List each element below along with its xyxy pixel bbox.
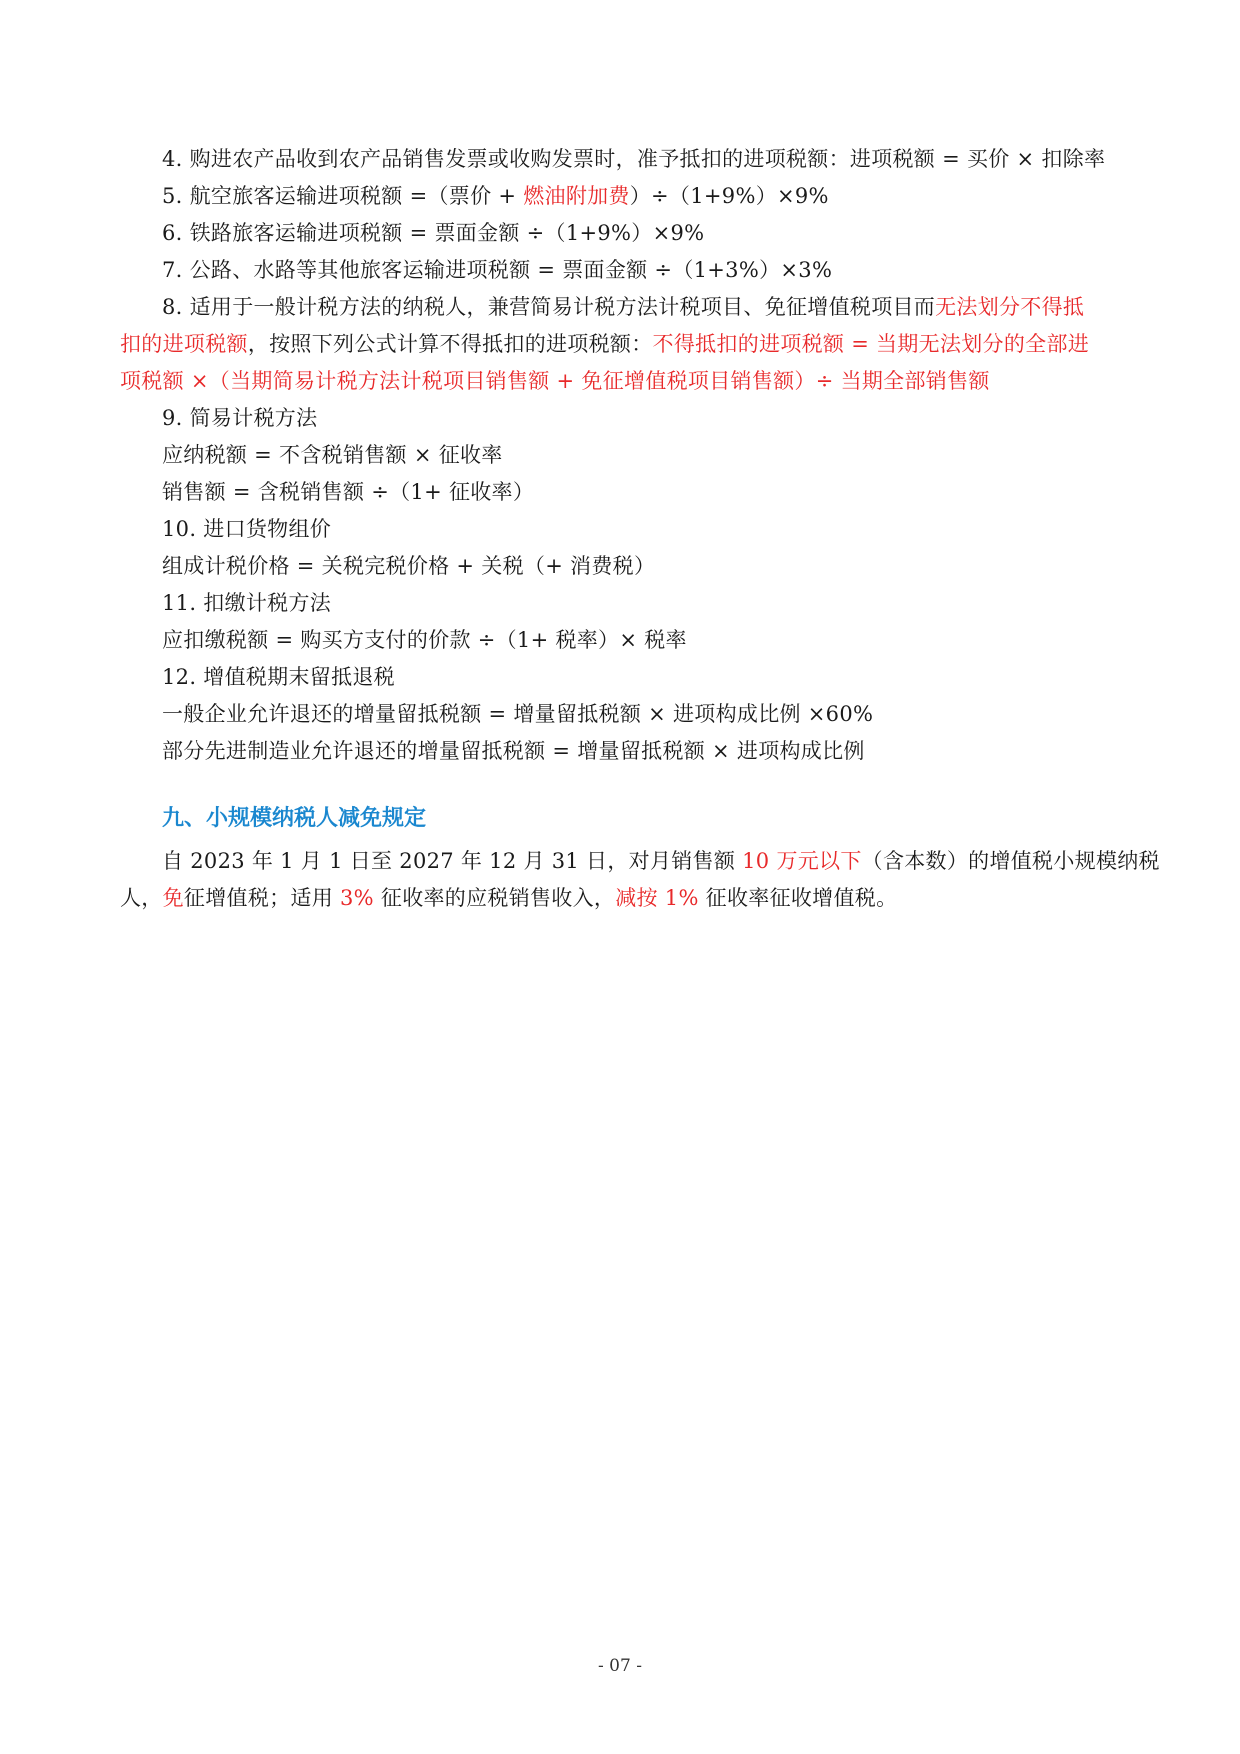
paragraph-highlight: 3%	[340, 886, 374, 910]
item-7: 7. 公路、水路等其他旅客运输进项税额 = 票面金额 ÷（1+3%）×3%	[162, 258, 833, 282]
paragraph-text: （含本数）的增值税小规模纳税	[861, 849, 1160, 873]
item-4: 4. 购进农产品收到农产品销售发票或收购发票时，准予抵扣的进项税额：进项税额 = 买价 × 扣除率	[162, 147, 1106, 171]
item-11-formula: 应扣缴税额 = 购买方支付的价款 ÷（1+ 税率）× 税率	[162, 628, 687, 652]
item-12-formula-2: 部分先进制造业允许退还的增量留抵税额 = 增量留抵税额 × 进项构成比例	[162, 739, 865, 763]
section-paragraph-line-2	[120, 880, 1130, 917]
item-8-text: ，按照下列公式计算不得抵扣的进项税额：	[247, 332, 653, 356]
item-8-line-1	[162, 289, 1172, 326]
item-5	[162, 178, 1172, 215]
item-5-text-end: ）÷（1+9%）×9%	[629, 184, 829, 208]
paragraph-highlight: 减按 1%	[615, 886, 699, 910]
item-12-formula-1: 一般企业允许退还的增量留抵税额 = 增量留抵税额 × 进项构成比例 ×60%	[162, 702, 874, 726]
item-9-formula-2: 销售额 = 含税销售额 ÷（1+ 征收率）	[162, 480, 535, 504]
item-8-line-2	[120, 326, 1130, 363]
paragraph-text: 征增值税；适用	[183, 886, 340, 910]
item-9-formula-1: 应纳税额 = 不含税销售额 × 征收率	[162, 443, 503, 467]
item-8-highlight: 无法划分不得抵	[935, 295, 1085, 319]
section-heading: 九、小规模纳税人减免规定	[162, 806, 427, 831]
item-8-highlight: 扣的进项税额	[120, 332, 248, 356]
paragraph-highlight: 10 万元以下	[742, 849, 862, 873]
item-5-text: 5. 航空旅客运输进项税额 =（票价 +	[162, 184, 524, 208]
section-paragraph-line-1	[162, 843, 1172, 880]
item-8-text: 8. 适用于一般计税方法的纳税人，兼营简易计税方法计税项目、免征增值税项目而	[162, 295, 936, 319]
item-10-title: 10. 进口货物组价	[162, 517, 332, 541]
paragraph-text: 征收率征收增值税。	[698, 886, 898, 910]
item-10-formula: 组成计税价格 = 关税完税价格 + 关税（+ 消费税）	[162, 554, 656, 578]
item-8-line-3: 项税额 ×（当期简易计税方法计税项目销售额 + 免征增值税项目销售额）÷ 当期全部销售额	[120, 369, 990, 393]
paragraph-text: 征收率的应税销售收入，	[373, 886, 616, 910]
item-5-highlight: 燃油附加费	[523, 184, 630, 208]
item-9-title: 9. 简易计税方法	[162, 406, 318, 430]
item-8-formula-highlight: 不得抵扣的进项税额 = 当期无法划分的全部进	[652, 332, 1090, 356]
item-11-title: 11. 扣缴计税方法	[162, 591, 332, 615]
page-number: - 07 -	[598, 1656, 642, 1676]
paragraph-highlight: 免	[162, 886, 184, 910]
item-12-title: 12. 增值税期末留抵退税	[162, 665, 395, 689]
paragraph-text: 人，	[120, 886, 163, 910]
item-6: 6. 铁路旅客运输进项税额 = 票面金额 ÷（1+9%）×9%	[162, 221, 705, 245]
paragraph-text: 自 2023 年 1 月 1 日至 2027 年 12 月 31 日，对月销售额	[162, 849, 743, 873]
